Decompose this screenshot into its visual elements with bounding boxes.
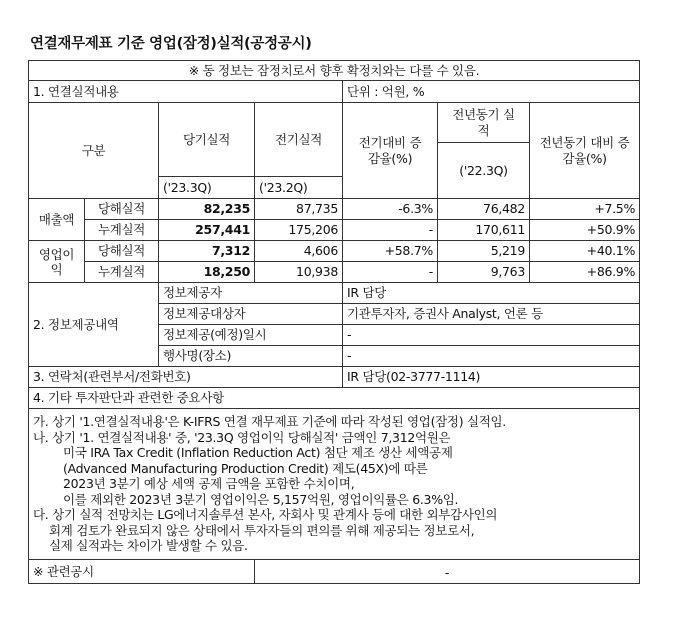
row-sub-label: 당해실적 <box>85 199 159 220</box>
header-yoy-period: ('22.3Q) <box>438 143 530 199</box>
related-label: ※ 관련공시 <box>29 560 255 584</box>
cell-qoq: +58.7% <box>343 241 438 262</box>
header-current: 당기실적 <box>159 103 255 177</box>
cell-yoy-rate: +7.5% <box>530 199 640 220</box>
note-line: 이를 제외한 2023년 3분기 영업이익은 5,157억원, 영업이익률은 6.3%임. <box>63 491 459 507</box>
info-value: - <box>343 346 640 367</box>
section2-label: 2. 정보제공내역 <box>29 283 159 367</box>
contact-row <box>29 367 640 388</box>
table-row <box>29 220 640 241</box>
cell-qoq: - <box>343 262 438 283</box>
cell-yoy-rate: +50.9% <box>530 220 640 241</box>
table-row <box>29 199 640 220</box>
header-yoy-label: 전년동기 실적 <box>438 103 530 143</box>
note-line: (Advanced Manufacturing Production Credit) 제도(45X)에 따른 <box>63 460 428 476</box>
cell-yoy: 9,763 <box>438 262 530 283</box>
cell-previous: 10,938 <box>255 262 343 283</box>
header-row-1 <box>29 103 640 143</box>
note-line: 가. 상기 '1.연결실적내용'은 K-IFRS 연결 재무제표 기준에 따라 작성된 영업(잠정) 실적임. <box>33 414 506 430</box>
contact-value: IR 담당(02-3777-1114) <box>343 367 640 388</box>
table-row <box>29 241 640 262</box>
cell-yoy-rate: +86.9% <box>530 262 640 283</box>
note-line: 다. 상기 실적 전망치는 LG에너지솔루션 본사, 자회사 및 관계사 등에 대한 외부감사인의 <box>33 507 498 523</box>
cell-previous: 4,606 <box>255 241 343 262</box>
section3-label: 3. 연락처(관련부서/전화번호) <box>29 367 343 388</box>
cell-qoq: -6.3% <box>343 199 438 220</box>
note-line: 회계 검토가 완료되지 않은 상태에서 투자자들의 편의를 위해 제공되는 정보로서, <box>49 522 475 538</box>
row-sub-label: 누계실적 <box>85 220 159 241</box>
cell-current: 18,250 <box>159 262 255 283</box>
note-line: 2023년 3분기 예상 세액 공제 금액을 포함한 수치이며, <box>63 476 355 492</box>
info-value: 기관투자자, 증권사 Analyst, 언론 등 <box>343 304 640 325</box>
cell-previous: 175,206 <box>255 220 343 241</box>
header-current-period: ('23.3Q) <box>159 177 255 199</box>
header-gubun: 구분 <box>29 103 159 199</box>
cell-yoy-rate: +40.1% <box>530 241 640 262</box>
cell-current: 82,235 <box>159 199 255 220</box>
header-yoy-rate: 전년동기 대비 증감율(%) <box>530 103 640 199</box>
note-line: 실제 실적과는 차이가 발생할 수 있음. <box>49 538 248 554</box>
cell-qoq: - <box>343 220 438 241</box>
group-op-income <box>29 241 85 283</box>
disclosure-table <box>28 60 640 584</box>
note-line: 미국 IRA Tax Credit (Inflation Reduction Act) 첨단 제조 생산 세액공제 <box>63 445 453 461</box>
info-key: 정보제공대상자 <box>159 304 343 325</box>
row-sub-label: 누계실적 <box>85 262 159 283</box>
note-line: 나. 상기 '1. 연결실적내용' 중, '23.3Q 영업이익 당해실적' 금액인 7,312억원은 <box>33 429 451 445</box>
cell-previous: 87,735 <box>255 199 343 220</box>
table-row <box>29 262 640 283</box>
section4-label: 4. 기타 투자판단과 관련한 중요사항 <box>29 388 640 409</box>
info-key: 정보제공(예정)일시 <box>159 325 343 346</box>
info-value: IR 담당 <box>343 283 640 304</box>
row-sub-label: 당해실적 <box>85 241 159 262</box>
info-key: 정보제공자 <box>159 283 343 304</box>
page-title: 연결재무제표 기준 영업(잠정)실적(공정공시) <box>30 36 312 52</box>
group-revenue: 매출액 <box>29 199 85 241</box>
cell-yoy: 5,219 <box>438 241 530 262</box>
cell-current: 257,441 <box>159 220 255 241</box>
section1-label: 1. 연결실적내용 <box>29 81 343 103</box>
notice-text: ※ 동 정보는 잠정치로서 향후 확정치와는 다를 수 있음. <box>29 61 640 81</box>
group-op-income-line1: 영업이 <box>38 246 75 262</box>
group-op-income-line2: 익 <box>50 261 63 277</box>
notice-row <box>29 61 640 81</box>
info-value: - <box>343 325 640 346</box>
notes-row <box>29 409 640 560</box>
related-row <box>29 560 640 584</box>
cell-yoy: 170,611 <box>438 220 530 241</box>
related-value: - <box>255 560 640 584</box>
header-previous: 전기실적 <box>255 103 343 177</box>
section1-row <box>29 81 640 103</box>
header-qoq: 전기대비 증감율(%) <box>343 103 438 199</box>
notes-cell <box>29 409 640 560</box>
header-previous-period: ('23.2Q) <box>255 177 343 199</box>
unit-label: 단위 : 억원, % <box>343 81 640 103</box>
section4-row <box>29 388 640 409</box>
cell-yoy: 76,482 <box>438 199 530 220</box>
cell-current: 7,312 <box>159 241 255 262</box>
info-key: 행사명(장소) <box>159 346 343 367</box>
info-row <box>29 283 640 304</box>
